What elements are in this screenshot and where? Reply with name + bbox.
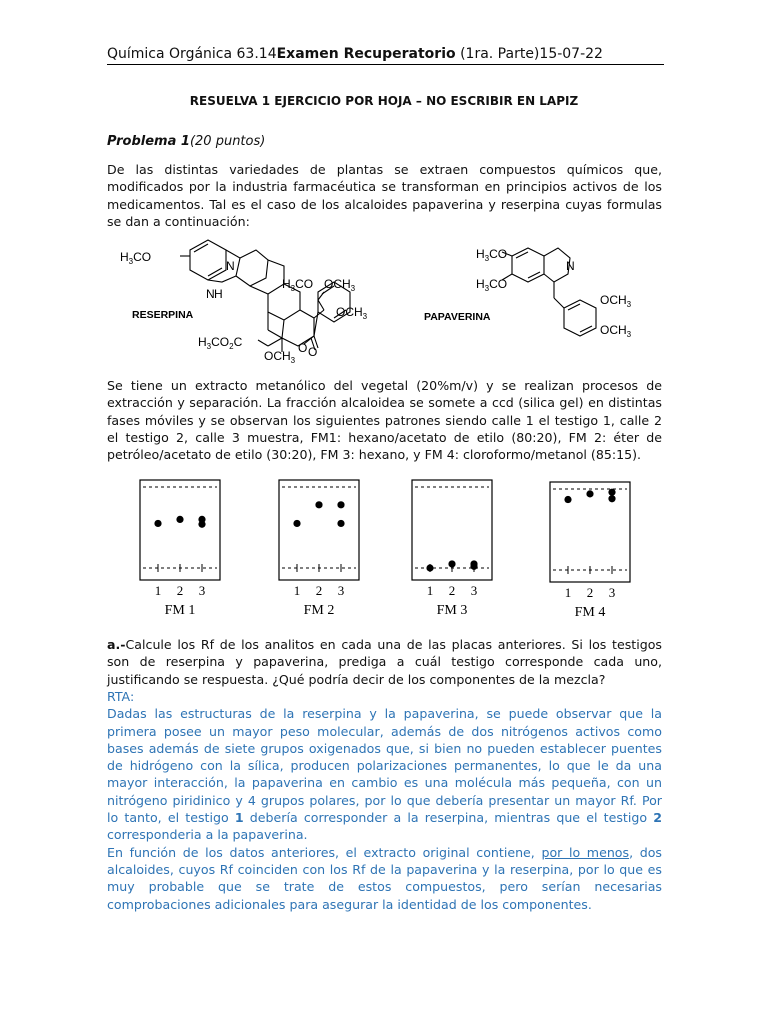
svg-text:OCH3: $OCH_3$ <box>324 277 356 293</box>
extract-line: petróleo/acetato de etilo (30:20), FM 3: hexano, y FM 4: cloroformo/metanol (85:15). <box>107 447 642 463</box>
chemical-structures <box>118 236 658 368</box>
answer-line: corresponderia a la papaverina. <box>107 827 308 843</box>
svg-text:H3CO2C: $H_3CO_2C$ <box>198 335 243 351</box>
tlc-plate <box>550 482 630 620</box>
tlc-spot <box>586 490 593 497</box>
svg-text:H3CO: $H_3CO$ <box>282 277 314 293</box>
lane-number: 1 <box>293 583 301 598</box>
answer-line: Dadas las estructuras de la reserpina y la papaverina, se puede observar que la <box>107 706 662 722</box>
answer-line: nitrógeno piridinico y 4 grupos polares, por lo que debería presentar un mayor Rf. Por <box>107 792 662 808</box>
lane-number: 2 <box>315 583 323 598</box>
answer <box>107 688 662 913</box>
answer-label: RTA: <box>107 689 135 704</box>
lane-number: 2 <box>176 583 184 598</box>
svg-text:N: N <box>226 259 235 273</box>
tlc-spot <box>337 520 344 527</box>
extract-line: el testigo 2, calle 3 muestra, FM1: hexano/acetato de etilo (80:20), FM 2: éter de <box>107 429 662 445</box>
header-divider <box>107 64 664 65</box>
problem-title: Problema 1 <box>107 134 190 149</box>
answer-line: primera posee un mayor peso molecular, además de dos nitrógenos activos como <box>107 723 662 739</box>
svg-text:H3CO: $H_3CO$ <box>120 250 152 266</box>
lane-number: 1 <box>426 583 434 598</box>
papaverina-name: PAPAVERINA <box>424 311 491 323</box>
svg-text:OCH3: $OCH_3$ <box>264 349 296 365</box>
answer-line: lo tanto, el testigo 1 debería corresponder a la reserpina, mientras que el testigo 2 <box>107 810 662 826</box>
lane-number: 2 <box>448 583 456 598</box>
intro-paragraph <box>107 161 662 230</box>
extract-paragraph <box>107 377 662 463</box>
lane-number: 3 <box>337 583 345 598</box>
course-title: Química Orgánica 63.14 <box>107 46 277 62</box>
tlc-spot <box>154 520 161 527</box>
question-line: Calcule los Rf de los analitos en cada una de las placas anteriores. Si los testigos <box>125 637 662 652</box>
tlc-plate <box>279 480 359 618</box>
tlc-spot <box>448 560 455 567</box>
testigo-2: 2 <box>653 810 662 826</box>
tlc-spot <box>293 520 300 527</box>
lane-number: 1 <box>154 583 162 598</box>
reserpina-name: RESERPINA <box>132 309 194 321</box>
svg-text:N: N <box>566 259 575 273</box>
document-header <box>107 46 663 62</box>
tlc-spot <box>608 495 615 502</box>
question-a <box>107 636 662 688</box>
tlc-spot <box>608 489 615 496</box>
problem-heading <box>107 134 265 149</box>
svg-text:OCH3: $OCH_3$ <box>336 305 368 321</box>
extract-line: Se tiene un extracto metanólico del vegetal (20%m/v) y se realizan procesos de <box>107 378 662 393</box>
extract-line: extracción y separación. La fracción alcaloidea se somete a ccd (silica gel) en distintas <box>107 395 662 411</box>
intro-line: modificados por la industria farmacéutica se transforman en principios activos de los <box>107 179 662 195</box>
exam-title: Examen Recuperatorio <box>276 46 456 62</box>
answer-line: alcaloides, cuyos Rf coinciden con los Rf de la papaverina y la reserpina, por lo que es <box>107 861 662 877</box>
exam-part: (1ra. Parte) <box>455 46 540 62</box>
problem-points: (20 puntos) <box>189 134 266 149</box>
tlc-spot <box>198 521 205 528</box>
answer-line: de hidrógeno con la sílica, producen polarizaciones permanentes, lo que le da una <box>107 758 662 774</box>
intro-line: se dan a continuación: <box>107 213 250 229</box>
svg-text:H3CO: $H_3CO$ <box>476 277 508 293</box>
answer-line: bases además de siete grupos oxigenados que, si bien no pueden establecer puentes <box>107 740 662 756</box>
svg-text:H: H <box>214 287 223 301</box>
question-line: son de reserpina y papaverina, prediga a cuál testigo corresponde cada uno, <box>107 654 662 670</box>
lane-number: 3 <box>198 583 206 598</box>
plate-label: FM 1 <box>164 603 196 618</box>
instructions: RESUELVA 1 EJERCICIO POR HOJA – NO ESCRIBIR EN LAPIZ <box>189 94 579 108</box>
svg-text:N: N <box>206 287 215 301</box>
tlc-spot <box>426 564 433 571</box>
question-line: justificando se respuesta. ¿Qué podría decir de los componentes de la mezcla? <box>107 671 606 687</box>
lane-number: 1 <box>564 585 572 600</box>
plate-label: FM 4 <box>574 605 606 620</box>
tlc-spot <box>564 496 571 503</box>
tlc-plates-figure <box>120 470 640 630</box>
tlc-spot <box>315 501 322 508</box>
papaverina-structure <box>502 248 596 336</box>
svg-text:H3CO: $H_3CO$ <box>476 247 508 263</box>
question-label: a.- <box>107 637 126 652</box>
intro-line: medicamentos. Tal es el caso de los alcaloides papaverina y reserpina cuyas formulas <box>107 196 662 212</box>
answer-line: muy probable que se trate de estos compuestos, pero serían necesarias <box>107 879 662 895</box>
answer-line: En función de los datos anteriores, el extracto original contiene, por lo menos, dos <box>107 844 662 860</box>
tlc-spot <box>337 501 344 508</box>
svg-text:O: O <box>298 341 308 355</box>
reserpina-labels <box>120 250 368 365</box>
papaverina-labels <box>424 247 632 339</box>
plate-label: FM 3 <box>436 603 468 618</box>
extract-line: fases móviles y se observan los siguientes patrones siendo calle 1 el testigo 1, calle 2 <box>107 412 662 428</box>
tlc-spot <box>470 563 477 570</box>
answer-line: mayor interacción, la papaverina en cambio es una molécula más pequeña, con un <box>107 775 662 791</box>
svg-text:OCH3: $OCH_3$ <box>600 323 632 339</box>
underlined-phrase: por lo menos <box>541 844 630 860</box>
tlc-plate <box>412 480 492 618</box>
exam-date: 15-07-22 <box>539 46 603 62</box>
testigo-1: 1 <box>234 810 244 826</box>
intro-line: De las distintas variedades de plantas se extraen compuestos químicos que, <box>107 162 662 177</box>
tlc-spot <box>176 516 183 523</box>
tlc-plate <box>140 480 220 618</box>
svg-text:OCH3: $OCH_3$ <box>600 293 632 309</box>
plate-label: FM 2 <box>303 603 335 618</box>
lane-number: 3 <box>608 585 616 600</box>
lane-number: 2 <box>586 585 594 600</box>
answer-line: comprobaciones adicionales para asegurar la identidad de los componentes. <box>107 896 592 912</box>
svg-text:O: O <box>308 345 318 359</box>
lane-number: 3 <box>470 583 478 598</box>
